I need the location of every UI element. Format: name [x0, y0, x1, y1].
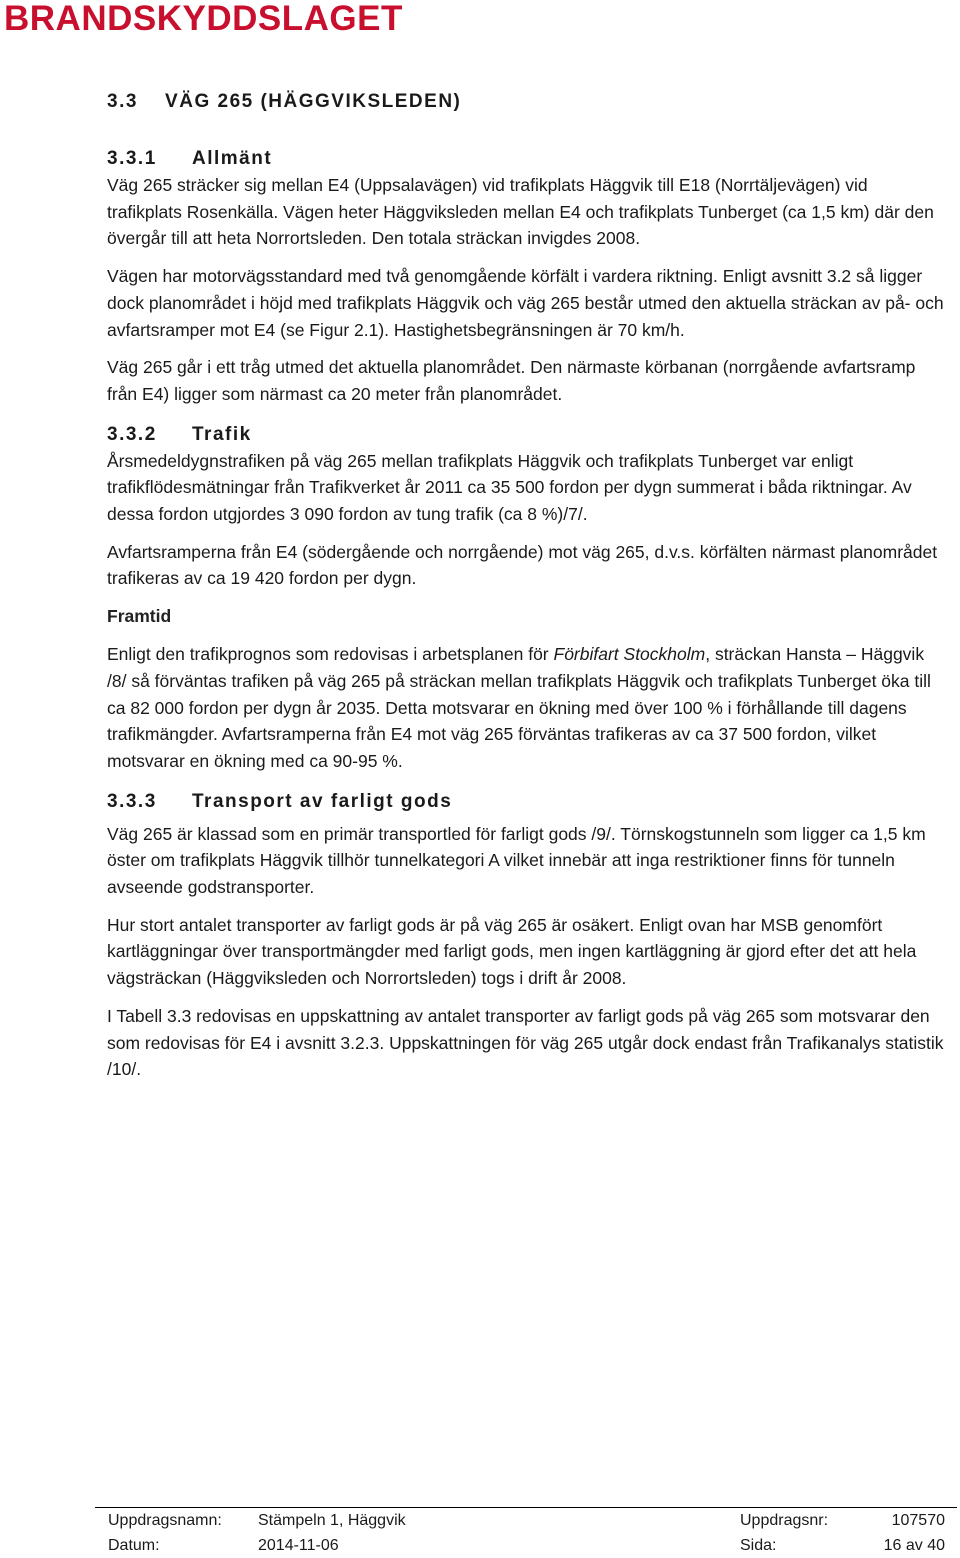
subsection-title: Allmänt	[192, 148, 273, 169]
paragraph	[107, 641, 947, 775]
footer-label: Uppdragsnamn:	[108, 1512, 222, 1529]
subsection-heading-allmant	[107, 146, 947, 172]
paragraph-text: Enligt den trafikprognos som redovisas i arbetsplanen för	[107, 644, 554, 665]
page-footer	[95, 1507, 957, 1558]
section-title: VÄG 265 (HÄGGVIKSLEDEN)	[165, 91, 462, 112]
footer-value: Stämpeln 1, Häggvik	[258, 1512, 406, 1529]
section-heading	[107, 88, 947, 116]
subsection-heading-farligt-gods	[107, 789, 947, 815]
company-logo: BRANDSKYDDSLAGET	[4, 0, 403, 38]
footer-value: 16 av 40	[883, 1537, 945, 1554]
footer-label: Sida:	[740, 1537, 777, 1554]
footer-value: 2014-11-06	[258, 1537, 339, 1554]
paragraph: Väg 265 är klassad som en primär transportled för farligt gods /9/. Törnskogstunneln som ligger ca 1,5 km öster om trafikplats Häggvik tillhör tunnelkategori A vilket innebär att inga restriktioner finns för tunneln avseende godstransporter.	[107, 823, 926, 898]
emphasis-text: Förbifart Stockholm	[553, 644, 706, 665]
subsection-heading-trafik	[107, 422, 947, 448]
subsection-number: 3.3.3	[107, 790, 157, 812]
subsection-number: 3.3.2	[107, 423, 157, 445]
footer-value: 107570	[891, 1512, 945, 1529]
paragraph: Hur stort antalet transporter av farligt gods är på väg 265 är osäkert. Enligt ovan har MSB genomfört kartläggningar över transportmängder med farligt gods, men ingen kartläggning är gjord efter det att hela vägsträckan (Häggviksleden och Norrortsleden) togs i drift år 2008.	[107, 914, 917, 989]
paragraph: I Tabell 3.3 redovisas en uppskattning av antalet transporter av farligt gods på väg 265 som motsvarar den som redovisas för E4 i avsnitt 3.2.3. Uppskattningen för väg 265 utgår dock endast från Trafikanalys statistik /10/.	[107, 1005, 944, 1080]
footer-row	[95, 1533, 957, 1558]
footer-label: Uppdragsnr:	[740, 1512, 829, 1529]
subsection-title: Transport av farligt gods	[192, 790, 453, 812]
subsection-number: 3.3.1	[107, 148, 157, 169]
subheading-framtid: Framtid	[107, 606, 172, 627]
document-body	[107, 88, 947, 1094]
footer-row	[95, 1508, 957, 1533]
paragraph-text: , sträckan Hansta – Häggvik /8/ så förväntas trafiken på väg 265 på sträckan mellan trafikplats Häggvik och trafikplats Tunberget öka till ca 82 000 fordon per dygn år 2035. Detta motsvarar en ökning med över 100 % i förhållande till dagens trafikmängder. Avfartsramperna från E4 mot väg 265 förväntas trafikeras av ca 37 500 fordon, vilket motsvarar en ökning med ca 90-95 %.	[107, 644, 931, 771]
footer-label: Datum:	[108, 1537, 160, 1554]
paragraph: Avfartsramperna från E4 (södergående och norrgående) mot väg 265, d.v.s. körfälten närmast planområdet trafikeras av ca 19 420 fordon per dygn.	[107, 541, 938, 589]
paragraph: Vägen har motorvägsstandard med två genomgående körfält i vardera riktning. Enligt avsnitt 3.2 så ligger dock planområdet i höjd med trafikplats Häggvik och väg 265 består utmed den aktuella sträckan av på- och avfartsramper mot E4 (se Figur 2.1). Hastighetsbegränsningen är 70 km/h.	[107, 266, 944, 340]
paragraph: Väg 265 går i ett tråg utmed det aktuella planområdet. Den närmaste körbanan (norrgående avfartsramp från E4) ligger som närmast ca 20 meter från planområdet.	[107, 357, 916, 404]
section-number: 3.3	[107, 91, 138, 112]
subsection-title: Trafik	[192, 423, 252, 445]
paragraph: Årsmedeldygnstrafiken på väg 265 mellan trafikplats Häggvik och trafikplats Tunberget var enligt trafikflödesmätningar från Trafikverket år 2011 ca 35 500 fordon per dygn summerat i båda riktningar. Av dessa fordon utgjordes 3 090 fordon av tung trafik (ca 8 %)/7/.	[107, 450, 912, 525]
paragraph: Väg 265 sträcker sig mellan E4 (Uppsalavägen) vid trafikplats Häggvik till E18 (Norrtäljevägen) vid trafikplats Rosenkälla. Vägen heter Häggviksleden mellan E4 och trafikplats Tunberget (ca 1,5 km) där den övergår till att heta Norrortsleden. Den totala sträckan invigdes 2008.	[107, 175, 934, 249]
